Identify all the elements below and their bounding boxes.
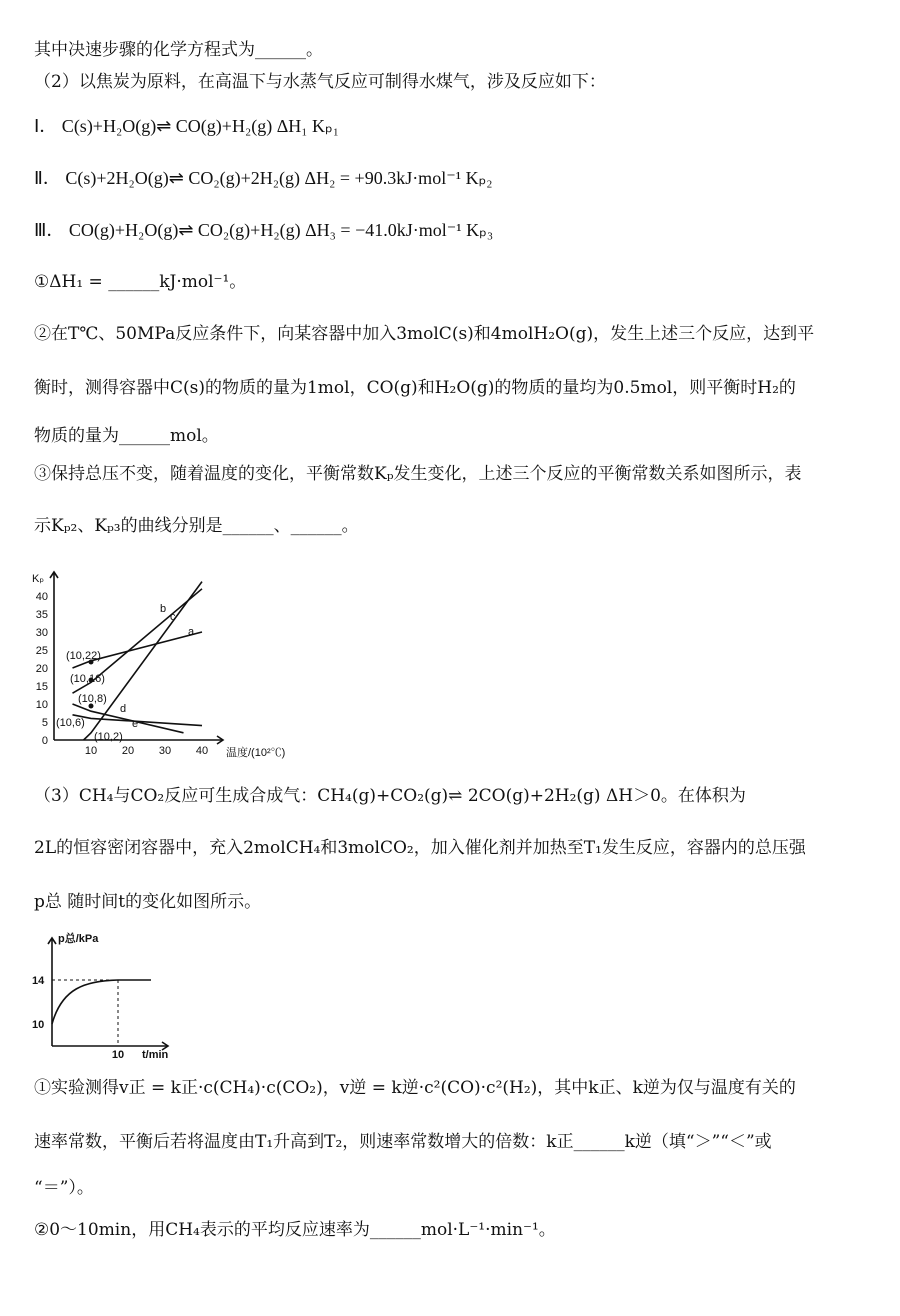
y-tick-label: 25 [35,645,48,657]
y-tick-14: 14 [32,975,45,987]
x-tick-10: 10 [111,1049,125,1060]
x-axis-label: 温度/(10²℃) [226,747,286,759]
point-label-10-8: (10,8) [78,693,107,705]
curve-label-d: d [120,703,127,715]
sub-question-1-line-b: 速率常数，平衡后若将温度由T₁升高到T₂，则速率常数增大的倍数：k正______k逆（填“＞”“＜”或 [34,1132,772,1152]
x-tick-label: 30 [158,745,172,757]
y-axis-label: p总/kPa [58,933,99,945]
question-2-line-c: 物质的量为______mol。 [34,426,219,446]
y-tick-label: 20 [35,663,48,675]
y-tick-label: 40 [35,591,48,603]
text-line-part2-intro: （2）以焦炭为原料，在高温下与水蒸气反应可制得水煤气，涉及反应如下： [34,72,606,92]
point-label-10-16: (10,16) [70,673,105,685]
curve-label-e: e [132,718,139,730]
y-tick-label: 10 [35,699,48,711]
y-tick-label: 0 [41,735,48,747]
curve-label-c: c [170,611,176,623]
question-2-line-b: 衡时，测得容器中C(s)的物质的量为1mol，CO(g)和H₂O(g)的物质的量均为0.5mol，则平衡时H₂的 [34,378,796,398]
reaction-2: Ⅱ． C(s)+2H₂O(g)⇌ CO₂(g)+2H₂(g) ΔH₂ = +90.3kJ·mol⁻¹ Kₚ₂ [34,168,493,188]
text-line-decisive-step: 其中决速步骤的化学方程式为______。 [34,40,323,60]
sub-question-1-line-c: “＝”）。 [34,1178,94,1198]
x-tick-label: 10 [84,745,98,757]
part3-line-a: （3）CH₄与CO₂反应可生成合成气：CH₄(g)+CO₂(g)⇌ 2CO(g)+2H₂(g) ΔH＞0。在体积为 [34,786,746,806]
question-3-line-b: 示Kₚ₂、Kₚ₃的曲线分别是______、______。 [34,516,359,536]
point-label-10-2: (10,2) [94,731,123,743]
y-axis-label: Kₚ [32,573,45,585]
reaction-1: Ⅰ． C(s)+H₂O(g)⇌ CO(g)+H₂(g) ΔH₁ Kₚ₁ [34,116,340,136]
curve-b [84,582,202,740]
part3-line-b: 2L的恒容密闭容器中，充入2molCH₄和3molCO₂，加入催化剂并加热至T₁发生反应，容器内的总压强 [34,838,806,858]
point-label-10-22: (10,22) [66,650,101,662]
y-tick-10: 10 [32,1019,45,1031]
reaction-3: Ⅲ． CO(g)+H₂O(g)⇌ CO₂(g)+H₂(g) ΔH₃ = −41.0kJ·mol⁻¹ Kₚ₃ [34,220,494,240]
question-2-line-a: ②在T℃、50MPa反应条件下，向某容器中加入3molC(s)和4molH₂O(g)，发生上述三个反应，达到平 [34,324,815,344]
x-tick-label: 20 [121,745,135,757]
y-tick-label: 35 [35,609,48,621]
question-1: ①ΔH₁ = ______kJ·mol⁻¹。 [34,272,247,292]
question-3-line-a: ③保持总压不变，随着温度的变化，平衡常数Kₚ发生变化，上述三个反应的平衡常数关系如图所示，表 [34,464,802,484]
curve-label-b: b [160,603,167,615]
sub-question-1-line-a: ①实验测得v正 = k正·c(CH₄)·c(CO₂)，v逆 = k逆·c²(CO)·c²(H₂)，其中k正、k逆为仅与温度有关的 [34,1078,796,1098]
kp-temperature-chart [28,566,288,762]
x-tick-label: 40 [195,745,209,757]
pressure-curve [52,980,151,1024]
part3-line-c: p总 随时间t的变化如图所示。 [34,892,262,912]
x-axis-label: t/min [142,1049,169,1060]
y-tick-label: 5 [41,717,48,729]
curve-label-a: a [188,626,195,638]
point-label-10-6: (10,6) [56,717,85,729]
y-tick-label: 15 [35,681,48,693]
pressure-time-chart [30,928,180,1060]
sub-question-2: ②0～10min，用CH₄表示的平均反应速率为______mol·L⁻¹·min⁻¹。 [34,1220,556,1240]
y-tick-label: 30 [35,627,48,639]
